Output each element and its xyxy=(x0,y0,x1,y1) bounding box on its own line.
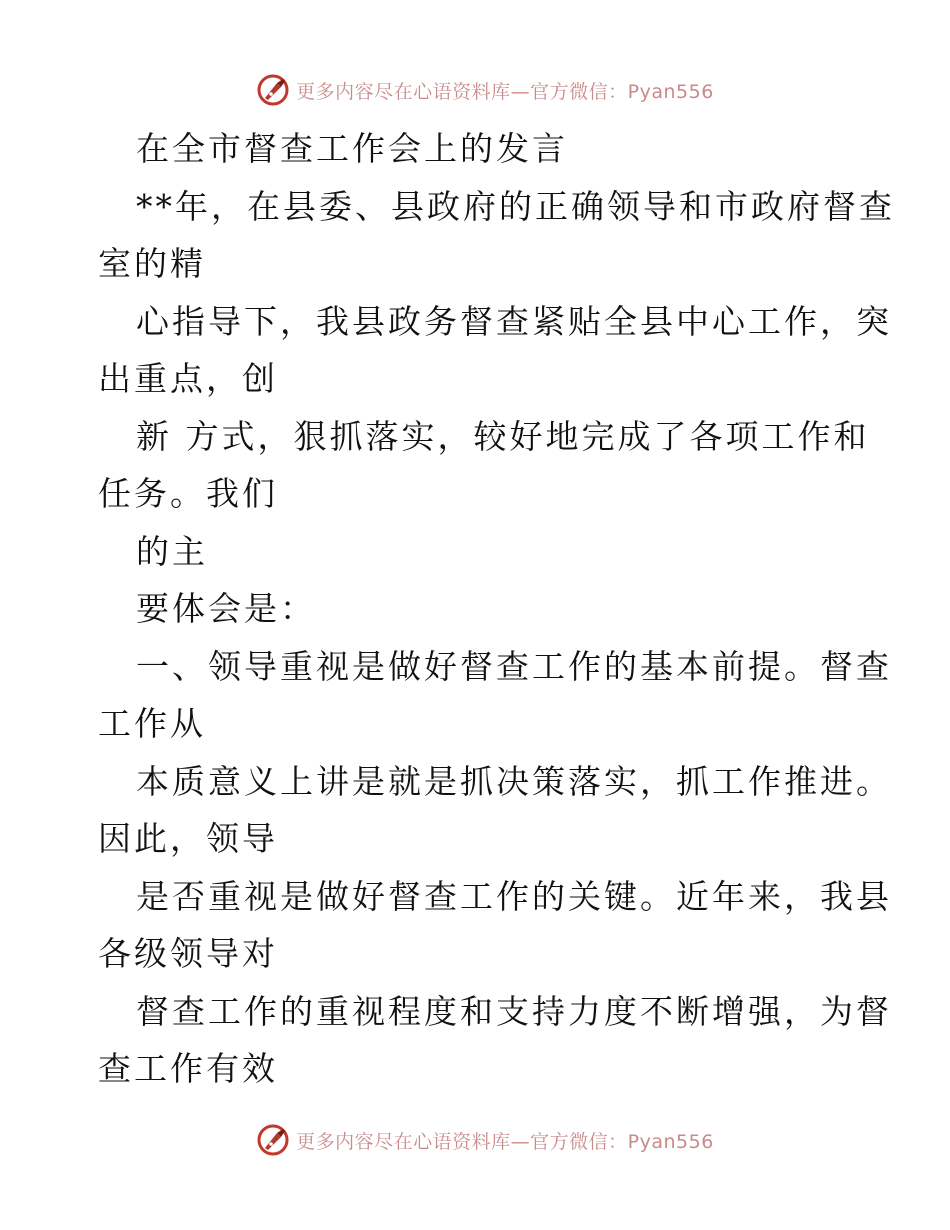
paragraph-line: 因此，领导 xyxy=(98,819,278,858)
paragraph-line: 新 方式，狠抓落实，较好地完成了各项工作和 xyxy=(136,416,870,456)
paragraph-line: 的主 xyxy=(136,531,208,571)
header-banner-inner xyxy=(256,73,714,107)
pen-nib-logo-icon xyxy=(256,73,290,107)
footer-banner-text: 更多内容尽在心语资料库—官方微信：Pyan556 xyxy=(296,1130,714,1153)
pen-nib-logo-icon xyxy=(256,1123,290,1157)
paragraph-line: 室的精 xyxy=(98,244,206,283)
paragraph-line: 任务。我们 xyxy=(98,474,278,513)
document-body xyxy=(98,120,895,1098)
footer-banner xyxy=(0,1120,950,1160)
header-banner-text: 更多内容尽在心语资料库—官方微信：Pyan556 xyxy=(296,80,714,103)
paragraph-line: 各级领导对 xyxy=(98,934,278,973)
paragraph-line: 出重点，创 xyxy=(98,359,278,398)
footer-banner-inner xyxy=(256,1123,714,1157)
paragraph-line: 查工作有效 xyxy=(98,1049,278,1088)
paragraph-line: 是否重视是做好督查工作的关键。近年来，我县 xyxy=(136,876,892,916)
paragraph-line: 督查工作的重视程度和支持力度不断增强，为督 xyxy=(136,991,892,1031)
paragraph-line: 心指导下，我县政务督查紧贴全县中心工作，突 xyxy=(136,301,892,341)
paragraph-line: 要体会是： xyxy=(136,589,316,628)
document-title: 在全市督查工作会上的发言 xyxy=(136,129,568,168)
paragraph-line: 工作从 xyxy=(98,704,206,743)
section-heading-line: 一、领导重视是做好督查工作的基本前提。督查 xyxy=(136,646,892,686)
header-banner xyxy=(0,70,950,110)
paragraph-line: **年，在县委、县政府的正确领导和市政府督查 xyxy=(136,186,895,226)
paragraph-line: 本质意义上讲是就是抓决策落实，抓工作推进。 xyxy=(136,761,892,801)
